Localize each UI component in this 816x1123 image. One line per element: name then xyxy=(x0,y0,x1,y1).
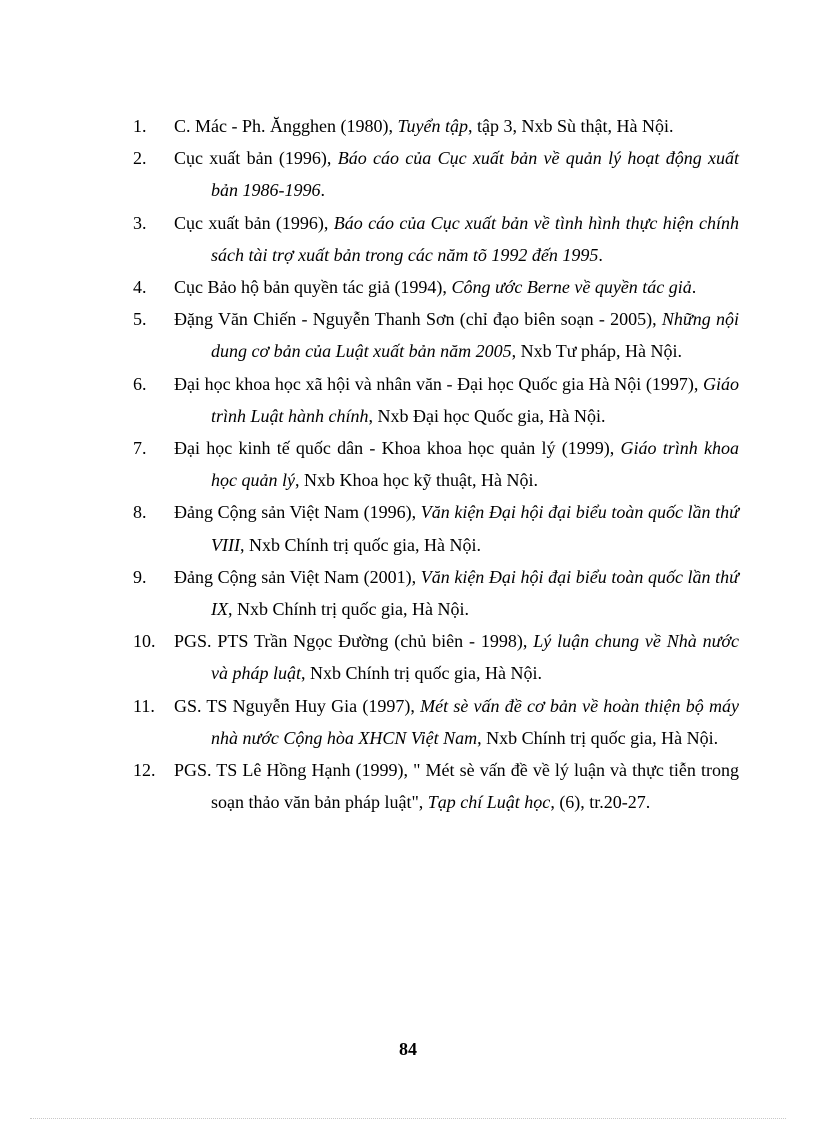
reference-segment: , Nxb Chính trị quốc gia, Hà Nội. xyxy=(301,663,542,684)
reference-item xyxy=(133,754,739,818)
reference-text xyxy=(174,271,739,303)
reference-list xyxy=(133,110,739,818)
reference-segment: , Nxb Khoa học kỹ thuật, Hà Nội. xyxy=(294,470,538,491)
reference-text xyxy=(174,432,740,496)
reference-item xyxy=(133,142,739,206)
reference-item xyxy=(133,561,739,625)
reference-segment: Đặng Văn Chiến - Nguyễn Thanh Sơn (chỉ đạo biên soạn - 2005), xyxy=(174,309,662,330)
reference-segment: Đảng Cộng sản Việt Nam (1996), xyxy=(174,502,421,523)
reference-number: 7. xyxy=(133,438,147,459)
reference-item xyxy=(133,496,739,560)
reference-segment: Cục xuất bản (1996), xyxy=(174,212,334,233)
reference-segment: . xyxy=(320,180,325,201)
reference-item xyxy=(133,625,739,689)
reference-text xyxy=(174,561,739,625)
reference-item xyxy=(133,207,739,271)
reference-title: Văn kiện Đại hội đại biểu toàn quốc lần thứ VIII xyxy=(211,502,739,555)
reference-number: 8. xyxy=(133,502,147,523)
reference-number: 11. xyxy=(133,695,155,716)
reference-text xyxy=(174,625,740,689)
reference-segment: . xyxy=(691,277,697,298)
reference-item xyxy=(133,303,739,367)
reference-text xyxy=(174,142,740,206)
reference-text xyxy=(174,110,739,142)
reference-segment: , tập 3, Nxb Sù thật, Hà Nội. xyxy=(467,116,674,136)
reference-segment: Đại học khoa học xã hội và nhân văn - Đại học Quốc gia Hà Nội (1997), xyxy=(174,373,703,394)
reference-segment: Cục Bảo hộ bản quyền tác giả (1994), xyxy=(174,277,452,298)
reference-segment: Đại học kinh tế quốc dân - Khoa khoa học quản lý (1999), xyxy=(174,438,621,459)
reference-segment: , Nxb Đại học Quốc gia, Hà Nội. xyxy=(368,405,606,426)
reference-segment: C. Mác - Ph. Ăngghen (1980), xyxy=(174,116,398,136)
reference-item xyxy=(133,368,739,432)
reference-item xyxy=(133,271,739,303)
page-number: 84 xyxy=(399,1039,417,1059)
reference-title: Báo cáo của Cục xuất bản về quản lý hoạt động xuất bản 1986-1996 xyxy=(211,148,740,201)
reference-title: Giáo trình Luật hành chính xyxy=(211,373,739,426)
reference-segment: , Nxb Chính trị quốc gia, Hà Nội. xyxy=(228,599,469,620)
reference-segment: Cục xuất bản (1996), xyxy=(174,148,338,169)
reference-title: Tạp chí Luật học xyxy=(427,792,551,813)
reference-number: 9. xyxy=(133,566,147,587)
reference-segment: , (6), tr.20-27. xyxy=(550,792,651,813)
reference-text xyxy=(174,368,739,432)
reference-item xyxy=(133,432,739,496)
reference-item xyxy=(133,690,739,754)
reference-number: 6. xyxy=(133,373,147,394)
reference-number: 10. xyxy=(133,631,156,652)
reference-title: Lý luận chung về Nhà nước và pháp luật xyxy=(211,631,740,684)
reference-segment: Đảng Cộng sản Việt Nam (2001), xyxy=(174,566,421,587)
reference-title: Mét sè vấn đề cơ bản về hoàn thiện bộ máy nhà nước Cộng hòa XHCN Việt Nam xyxy=(211,695,739,748)
reference-number: 4. xyxy=(133,277,147,298)
reference-title: Tuyển tập xyxy=(397,116,468,136)
reference-title: Văn kiện Đại hội đại biểu toàn quốc lần thứ IX xyxy=(211,566,739,620)
reference-item xyxy=(133,110,739,142)
reference-text xyxy=(174,690,739,754)
reference-number: 12. xyxy=(133,760,156,781)
reference-title: Công ước Berne về quyền tác giả xyxy=(451,277,692,298)
reference-segment: PGS. PTS Trần Ngọc Đường (chủ biên - 1998), xyxy=(174,631,534,652)
reference-title: Báo cáo của Cục xuất bản về tình hình thực hiện chính sách tài trợ xuất bản trong các năm tõ 1992 đến 1995 xyxy=(211,212,739,265)
reference-segment: , Nxb Tư pháp, Hà Nội. xyxy=(511,341,682,362)
reference-number: 2. xyxy=(133,148,147,169)
reference-segment: GS. TS Nguyễn Huy Gia (1997), xyxy=(174,695,421,716)
reference-title: Những nội dung cơ bản của Luật xuất bản năm 2005 xyxy=(211,309,740,362)
reference-segment: . xyxy=(598,244,603,265)
reference-title: Giáo trình khoa học quản lý xyxy=(211,438,740,491)
reference-number: 5. xyxy=(133,309,147,330)
reference-segment: , Nxb Chính trị quốc gia, Hà Nội. xyxy=(477,727,719,748)
reference-number: 3. xyxy=(133,212,147,233)
reference-text xyxy=(174,496,739,560)
page-bottom-rule xyxy=(30,1118,786,1119)
reference-number: 1. xyxy=(133,116,147,136)
reference-text xyxy=(174,303,740,367)
reference-segment: , Nxb Chính trị quốc gia, Hà Nội. xyxy=(239,534,481,555)
reference-segment: PGS. TS Lê Hồng Hạnh (1999), " Mét sè vấn đề về lý luận và thực tiễn trong soạn thảo văn bản pháp luật", xyxy=(174,760,739,813)
reference-text xyxy=(174,207,739,271)
reference-text xyxy=(174,754,739,818)
